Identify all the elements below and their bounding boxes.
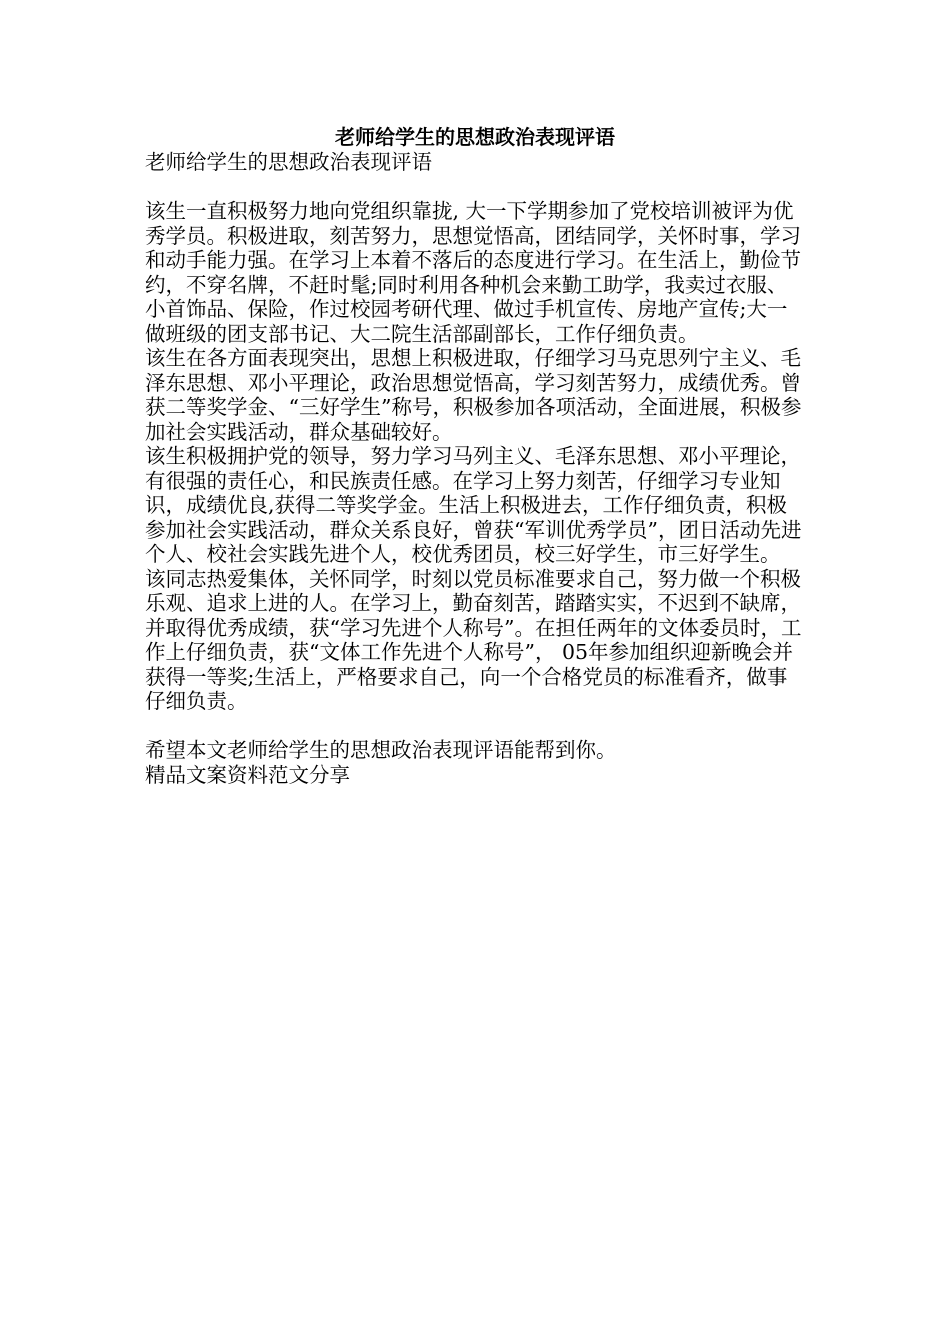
closing-line: 希望本文老师给学生的思想政治表现评语能帮到你。 [145, 738, 617, 762]
paragraph-spacer [145, 714, 805, 739]
document-subtitle: 老师给学生的思想政治表现评语 [145, 150, 432, 174]
document-title: 老师给学生的思想政治表现评语 [335, 125, 615, 149]
paragraph-4: 该同志热爱集体，关怀同学，时刻以党员标准要求自己，努力做一个积极乐观、追求上进的人。在学习上，勤奋刻苦，踏踏实实，不迟到不缺席，并取得优秀成绩，获“学习先进个人称号”。在担任两年的文体委员时，工作上仔细负责，获“文体工作先进个人称号”， 05年参加组织迎新晚会并获得一等奖;生活上，严格要求自己，向一个合格党员的标准看齐，做事仔细负责。 [145, 566, 802, 713]
paragraph-spacer [145, 175, 805, 200]
footer-line: 精品文案资料范文分享 [145, 762, 350, 787]
paragraph-1: 该生一直积极努力地向党组织靠拢, 大一下学期参加了党校培训被评为优秀学员。积极进取，刻苦努力，思想觉悟高，团结同学，关怀时事，学习和动手能力强。在学习上本着不落后的态度进行学习。在生活上，勤俭节约，不穿名牌，不赶时髦;同时利用各种机会来勤工助学，我卖过衣服、小首饰品、保险，作过校园考研代理、做过手机宣传、房地产宣传;大一做班级的团支部书记、大二院生活部副部长，工作仔细负责。 [145, 199, 801, 346]
document-body [145, 150, 805, 787]
paragraph-3: 该生积极拥护党的领导，努力学习马列主义、毛泽东思想、邓小平理论，有很强的责任心，和民族责任感。在学习上努力刻苦，仔细学习专业知识，成绩优良,获得二等奖学金。生活上积极进去，工作仔细负责，积极参加社会实践活动，群众关系良好，曾获“军训优秀学员”，团日活动先进个人、校社会实践先进个人，校优秀团员，校三好学生，市三好学生。 [145, 444, 802, 566]
paragraph-2: 该生在各方面表现突出，思想上积极进取，仔细学习马克思列宁主义、毛泽东思想、邓小平理论，政治思想觉悟高，学习刻苦努力，成绩优秀。曾获二等奖学金、“三好学生”称号，积极参加各项活动，全面进展，积极参加社会实践活动，群众基础较好。 [145, 346, 802, 444]
